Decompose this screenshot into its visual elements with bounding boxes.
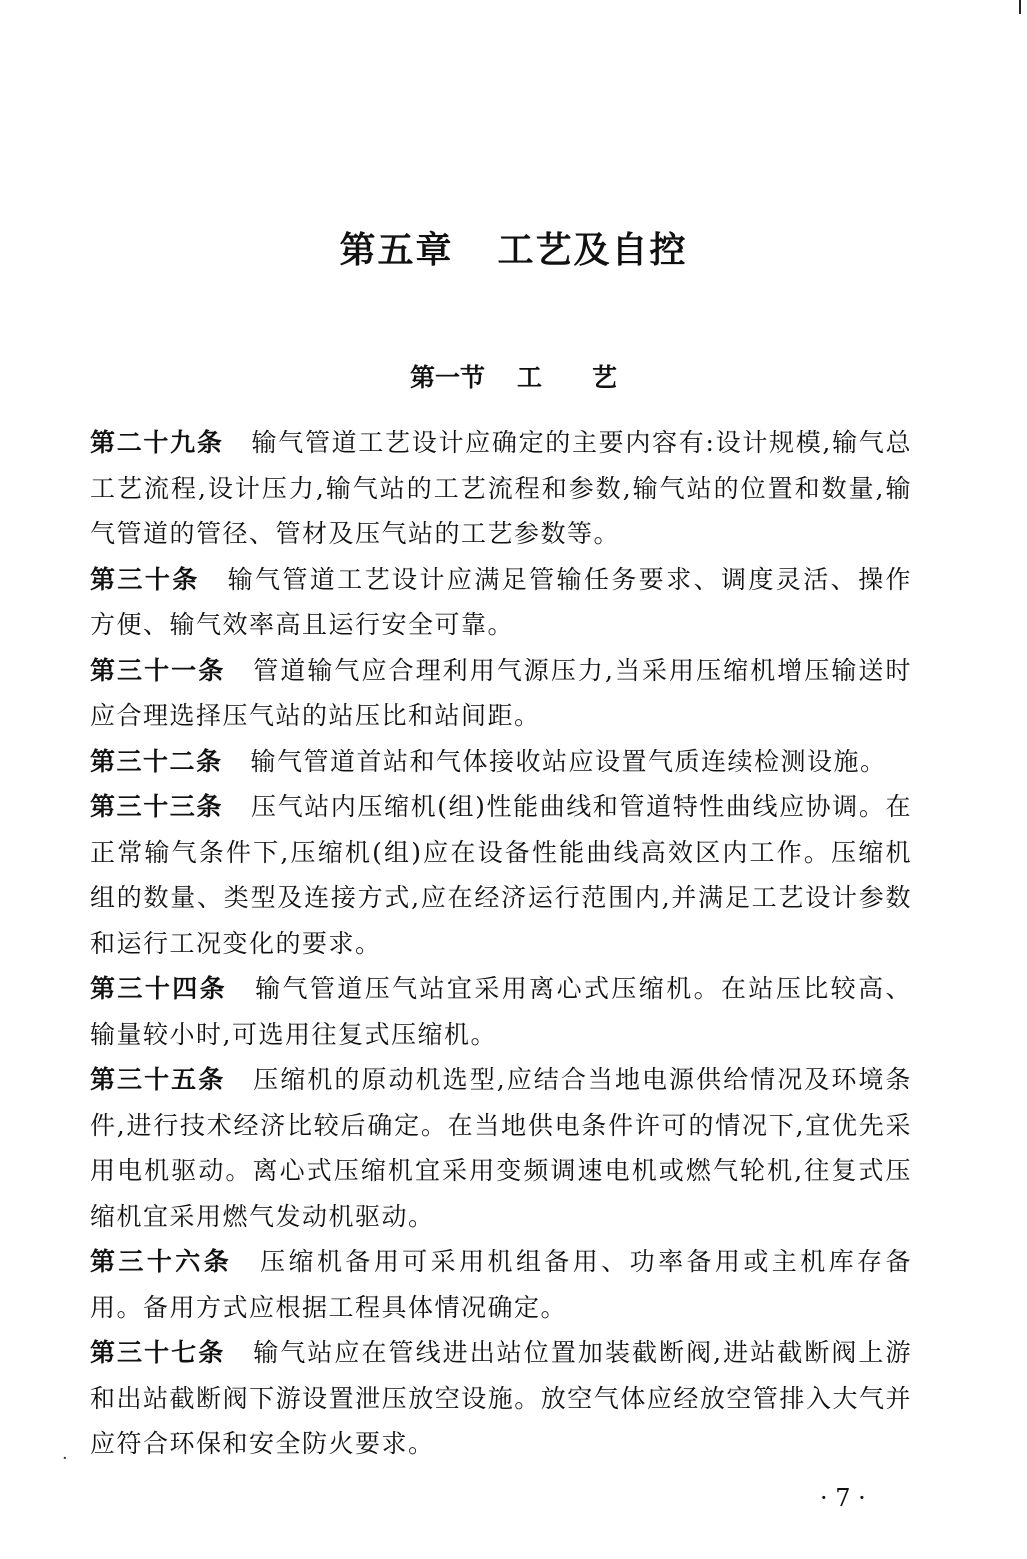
article-list xyxy=(90,420,912,1467)
article-label: 第三十六条 xyxy=(90,1247,233,1276)
scan-dot-mark: · xyxy=(62,1448,68,1469)
article-35 xyxy=(90,1057,912,1239)
article-text: 压气站内压缩机(组)性能曲线和管道特性曲线应协调。在正常输气条件下,压缩机(组)应在设备性能曲线高效区内工作。压缩机组的数量、类型及连接方式,应在经济运行范围内,并满足工艺设计参数和运行工况变化的要求。 xyxy=(90,792,912,958)
section-title xyxy=(0,358,1027,394)
article-text: 管道输气应合理利用气源压力,当采用压缩机增压输送时应合理选择压气站的站压比和站间距。 xyxy=(90,655,912,730)
scan-edge-mark xyxy=(1019,0,1021,14)
article-label: 第三十四条 xyxy=(90,974,228,1003)
article-37 xyxy=(90,1330,912,1467)
article-text: 输气管道工艺设计应满足管输任务要求、调度灵活、操作方便、输气效率高且运行安全可靠。 xyxy=(90,564,912,639)
article-29 xyxy=(90,420,912,557)
chapter-title xyxy=(0,222,1027,273)
page-number: · 7 · xyxy=(820,1484,866,1512)
article-label: 第三十三条 xyxy=(90,792,223,821)
article-text: 压缩机的原动机选型,应结合当地电源供给情况及环境条件,进行技术经济比较后确定。在当地供电条件许可的情况下,宜优先采用电机驱动。离心式压缩机宜采用变频调速电机或燃气轮机,往复式压缩机宜采用燃气发动机驱动。 xyxy=(90,1065,912,1231)
article-label: 第三十一条 xyxy=(90,655,226,685)
article-32 xyxy=(90,739,912,785)
chapter-number: 第五章 xyxy=(339,230,454,271)
article-text: 压缩机备用可采用机组备用、功率备用或主机库存备用。备用方式应根据工程具体情况确定。 xyxy=(90,1247,912,1322)
article-text: 输气管道首站和气体接收站应设置气质连续检测设施。 xyxy=(250,746,887,776)
article-label: 第三十条 xyxy=(90,564,200,594)
article-label: 第三十七条 xyxy=(90,1338,226,1367)
article-label: 第三十二条 xyxy=(90,746,223,776)
article-label: 第三十五条 xyxy=(90,1065,226,1094)
article-text: 输气管道压气站宜采用离心式压缩机。在站压比较高、输量较小时,可选用往复式压缩机。 xyxy=(90,974,912,1049)
section-title-char-2: 艺 xyxy=(592,363,618,392)
article-34 xyxy=(90,966,912,1057)
article-36 xyxy=(90,1239,912,1330)
article-label: 第二十九条 xyxy=(90,428,224,457)
article-30 xyxy=(90,557,912,648)
article-33 xyxy=(90,784,912,966)
section-title-char-1: 工 xyxy=(516,363,542,392)
article-text: 输气管道工艺设计应确定的主要内容有:设计规模,输气总工艺流程,设计压力,输气站的工艺流程和参数,输气站的位置和数量,输气管道的管径、管材及压气站的工艺参数等。 xyxy=(90,428,912,548)
section-number: 第一节 xyxy=(409,363,485,392)
chapter-name: 工艺及自控 xyxy=(497,230,688,271)
article-text: 输气站应在管线进出站位置加装截断阀,进站截断阀上游和出站截断阀下游设置泄压放空设施。放空气体应经放空管排入大气并应符合环保和安全防火要求。 xyxy=(90,1338,912,1458)
article-31 xyxy=(90,648,912,739)
